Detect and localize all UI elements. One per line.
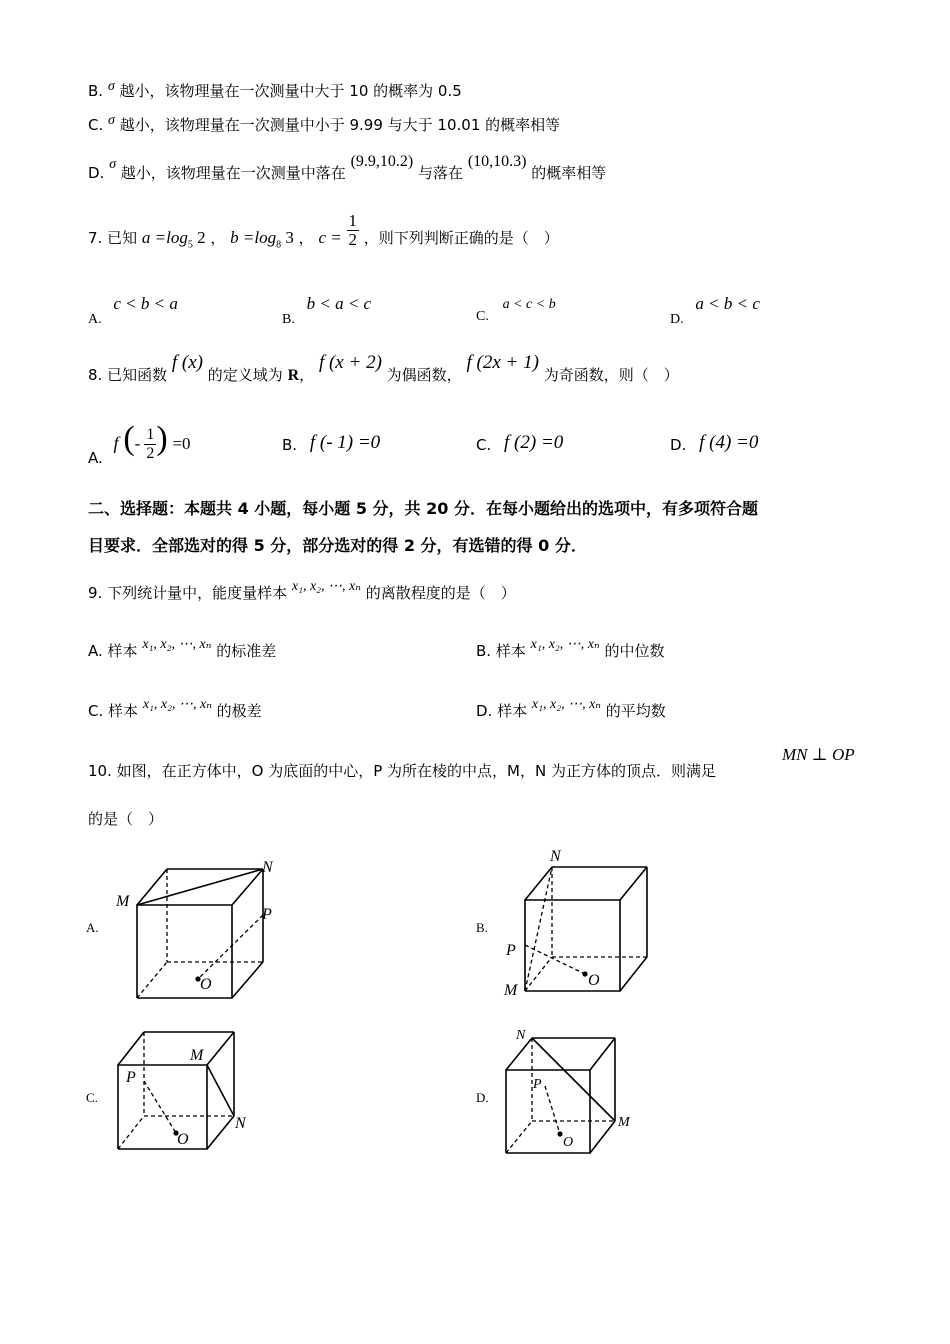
label-o: O bbox=[200, 976, 212, 993]
section-2-header-line1: 二、选择题：本题共 4 小题，每小题 5 分，共 20 分．在每小题给出的选项中，有多项符合题 bbox=[88, 499, 758, 518]
question-text: 的离散程度的是（ ） bbox=[365, 584, 516, 602]
question-number: 7. bbox=[88, 229, 103, 247]
label-m: M bbox=[618, 1115, 630, 1130]
figure-b-cube bbox=[500, 843, 680, 1003]
question-number: 10. bbox=[88, 762, 112, 780]
q7-option-d bbox=[670, 294, 760, 327]
label-p: P bbox=[126, 1069, 136, 1086]
q10-stem-line2: 的是（ ） bbox=[88, 810, 164, 828]
option-label: B. bbox=[476, 642, 492, 660]
option-text: 的中位数 bbox=[604, 642, 665, 660]
expr-f-x-plus-2: f (x + 2) bbox=[318, 352, 382, 373]
question-text: 下列统计量中，能度量样本 bbox=[107, 584, 288, 602]
sigma-symbol: σ bbox=[109, 157, 117, 172]
option-text: 的平均数 bbox=[605, 702, 666, 720]
q9-option-a bbox=[88, 632, 277, 660]
fraction-one-half: $\frac{1}{2}$ bbox=[348, 211, 358, 249]
question-text: 已知函数 bbox=[107, 366, 168, 384]
q7-option-b bbox=[282, 294, 372, 327]
interval-2: (10,10.3) bbox=[467, 153, 527, 170]
q9-option-c bbox=[88, 692, 262, 720]
expr-b: $b =\log_8$ 3 bbox=[230, 228, 294, 251]
option-label: D. bbox=[670, 312, 684, 327]
option-label: C. bbox=[476, 309, 489, 324]
q9-option-d bbox=[476, 692, 666, 720]
question-text: 为偶函数， bbox=[386, 366, 462, 384]
option-expr: f (- 1) =0 bbox=[309, 432, 381, 453]
q8-stem: 8. 已知函数 f (x) 的定义域为 R， f (x + 2) 为偶函数， f (2x + 1) 为奇函数，则（ ） bbox=[88, 352, 679, 384]
label-n: N bbox=[262, 859, 273, 876]
option-text: 的概率相等 bbox=[531, 164, 607, 182]
figure-a-label: A. bbox=[86, 920, 99, 935]
option-label: A. bbox=[88, 642, 103, 660]
option-text: 与落在 bbox=[418, 164, 464, 182]
q6-option-c bbox=[88, 114, 560, 135]
option-label: A. bbox=[88, 312, 102, 327]
option-text: 样本 bbox=[497, 702, 528, 720]
question-number: 9. bbox=[88, 584, 103, 602]
question-text: 已知 bbox=[107, 229, 138, 247]
expr-f-2x-plus-1: f (2x + 1) bbox=[466, 352, 539, 373]
option-expr: b < a < c bbox=[306, 294, 372, 313]
label-o: O bbox=[563, 1135, 574, 1150]
expr-a: $a =\log_5$ 2 bbox=[141, 228, 206, 251]
q8-option-b bbox=[282, 432, 380, 454]
sample-expr: x₁, x₂, ⋯, xₙ bbox=[530, 637, 600, 652]
option-expr: a < c < b bbox=[502, 297, 556, 312]
option-expr: f (4) =0 bbox=[699, 432, 759, 453]
figure-d-cube bbox=[500, 1022, 680, 1158]
option-text: 越小，该物理量在一次测量中大于 10 的概率为 0.5 bbox=[119, 82, 462, 100]
q7-stem: 7. 已知 $a =\log_5$ 2 ， $b =\log_8$ 3 ， c = $\frac{1}{2}$ ，则下列判断正确的是（ ） bbox=[88, 211, 559, 251]
question-text: ，则下列判断正确的是（ ） bbox=[363, 229, 559, 247]
option-label: D. bbox=[476, 702, 493, 720]
q7-option-c bbox=[476, 296, 556, 324]
option-expr: f bbox=[113, 433, 119, 453]
option-text: 越小，该物理量在一次测量中小于 9.99 与大于 10.01 的概率相等 bbox=[119, 116, 561, 134]
q10-stem bbox=[88, 760, 716, 781]
option-text: 样本 bbox=[107, 642, 138, 660]
option-text: 的极差 bbox=[216, 702, 262, 720]
option-label: C. bbox=[88, 116, 104, 134]
label-m: M bbox=[504, 982, 518, 999]
interval-1: (9.9,10.2) bbox=[350, 153, 414, 170]
q8-option-a: A. f (- $\frac{1}{2}$ ) =0 bbox=[88, 420, 191, 467]
option-label: D. bbox=[88, 164, 105, 182]
label-p: P bbox=[506, 942, 516, 959]
figure-c-label: C. bbox=[86, 1090, 98, 1105]
question-text: 为奇函数，则（ ） bbox=[543, 366, 679, 384]
option-label: B. bbox=[282, 312, 295, 327]
option-expr: a < b < c bbox=[695, 294, 760, 313]
question-number: 8. bbox=[88, 366, 103, 384]
label-n: N bbox=[235, 1115, 246, 1132]
option-label: B. bbox=[282, 436, 298, 454]
real-set-symbol: R bbox=[287, 367, 300, 384]
label-p: P bbox=[533, 1077, 542, 1092]
expr-f-x: f (x) bbox=[171, 352, 204, 373]
option-label: B. bbox=[88, 82, 104, 100]
label-n: N bbox=[516, 1028, 526, 1043]
q6-option-b bbox=[88, 80, 462, 101]
q6-option-d bbox=[88, 150, 607, 182]
sigma-symbol: σ bbox=[107, 79, 115, 94]
sample-expr: x₁, x₂, ⋯, xₙ bbox=[291, 579, 361, 594]
label-p: P bbox=[262, 906, 272, 923]
option-expr: f (2) =0 bbox=[504, 432, 564, 453]
label-o: O bbox=[588, 972, 600, 989]
option-label: C. bbox=[88, 702, 104, 720]
option-expr: =0 bbox=[172, 434, 191, 453]
figure-c-cube bbox=[110, 1022, 290, 1158]
option-label: A. bbox=[88, 449, 103, 467]
question-text: 如图，在正方体中，O 为底面的中心，P 为所在棱的中点，M，N 为正方体的顶点．则满足 bbox=[116, 762, 716, 780]
figure-a-cube bbox=[110, 852, 290, 1002]
q9-option-b bbox=[476, 632, 665, 660]
label-m: M bbox=[116, 893, 130, 910]
sample-expr: x₁, x₂, ⋯, xₙ bbox=[142, 697, 212, 712]
section-2-header-line2: 目要求．全部选对的得 5 分，部分选对的得 2 分，有选错的得 0 分． bbox=[88, 536, 587, 555]
fraction-one-half: $\frac{1}{2}$ bbox=[146, 426, 155, 462]
q10-condition-expr: MN ⊥ OP bbox=[782, 745, 855, 764]
option-expr: c < b < a bbox=[113, 294, 178, 313]
option-text: 的标准差 bbox=[216, 642, 277, 660]
q8-option-c bbox=[476, 432, 563, 454]
label-n: N bbox=[550, 848, 561, 865]
figure-d-label: D. bbox=[476, 1090, 489, 1105]
q9-stem bbox=[88, 574, 516, 602]
label-o: O bbox=[177, 1131, 189, 1148]
sample-expr: x₁, x₂, ⋯, xₙ bbox=[531, 697, 601, 712]
question-text: 的定义域为 bbox=[207, 366, 283, 384]
sigma-symbol: σ bbox=[108, 113, 115, 128]
sample-expr: x₁, x₂, ⋯, xₙ bbox=[142, 637, 212, 652]
option-label: C. bbox=[476, 436, 492, 454]
q8-option-d bbox=[670, 432, 758, 454]
option-text: 样本 bbox=[108, 702, 139, 720]
figure-b-label: B. bbox=[476, 920, 488, 935]
option-label: D. bbox=[670, 436, 687, 454]
option-text: 样本 bbox=[495, 642, 526, 660]
q7-option-a bbox=[88, 294, 178, 327]
option-text: 越小，该物理量在一次测量中落在 bbox=[120, 164, 346, 182]
label-m: M bbox=[190, 1047, 204, 1064]
expr-c: c = bbox=[318, 228, 342, 247]
